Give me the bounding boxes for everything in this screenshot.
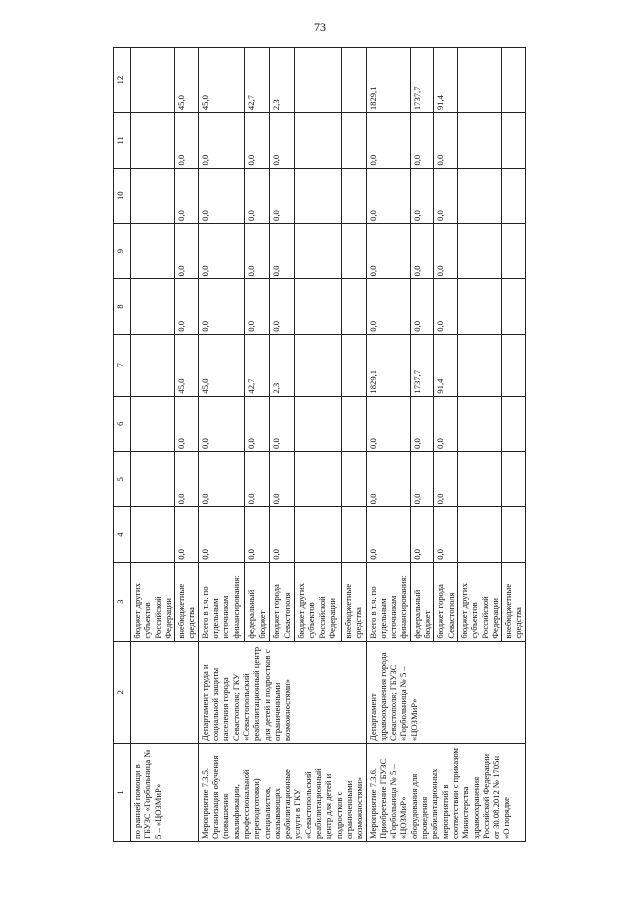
value-cell [295, 507, 342, 562]
value-cell [502, 396, 526, 451]
column-number: 11 [114, 113, 131, 168]
value-cell [131, 507, 175, 562]
value-cell: 91,4 [434, 48, 458, 113]
funding-source: федеральный бюджет [245, 562, 270, 641]
value-cell [502, 168, 526, 223]
value-cell: 0,0 [198, 168, 245, 223]
value-cell [457, 168, 501, 223]
column-number: 4 [114, 507, 131, 562]
column-number: 2 [114, 641, 131, 743]
value-cell: 2,3 [270, 334, 295, 396]
value-cell: 45,0 [175, 48, 199, 113]
value-cell: 0,0 [410, 279, 434, 334]
value-cell [341, 396, 366, 451]
value-cell: 0,0 [434, 168, 458, 223]
value-cell [341, 451, 366, 506]
funding-table [113, 47, 526, 842]
column-number: 7 [114, 334, 131, 396]
value-cell: 0,0 [175, 396, 199, 451]
value-cell: 0,0 [245, 396, 270, 451]
value-cell: 42,7 [245, 48, 270, 113]
column-number: 10 [114, 168, 131, 223]
value-cell: 0,0 [434, 279, 458, 334]
value-cell: 0,0 [175, 279, 199, 334]
value-cell: 0,0 [175, 451, 199, 506]
value-cell: 0,0 [198, 396, 245, 451]
funding-source: бюджет других субъектов Российской Федерации [457, 562, 501, 641]
value-cell [502, 507, 526, 562]
table-body [114, 48, 526, 842]
table-row [131, 48, 175, 842]
funding-source: внебюджетные средства [502, 562, 526, 641]
value-cell: 0,0 [245, 507, 270, 562]
value-cell [502, 223, 526, 278]
executor [131, 641, 199, 743]
value-cell: 0,0 [410, 507, 434, 562]
funding-source: Всего в т.ч. по отдельным источникам финансирования: [198, 562, 245, 641]
value-cell [341, 507, 366, 562]
value-cell: 0,0 [434, 113, 458, 168]
value-cell [341, 223, 366, 278]
value-cell [502, 334, 526, 396]
funding-source: внебюджетные средства [341, 562, 366, 641]
value-cell [131, 48, 175, 113]
value-cell [295, 48, 342, 113]
value-cell [131, 223, 175, 278]
value-cell: 0,0 [366, 507, 410, 562]
value-cell: 0,0 [175, 168, 199, 223]
value-cell: 0,0 [270, 507, 295, 562]
value-cell: 91,4 [434, 334, 458, 396]
value-cell: 0,0 [198, 223, 245, 278]
value-cell [131, 396, 175, 451]
funding-source: бюджет города Севастополя [270, 562, 295, 641]
rotated-table-container [113, 47, 640, 839]
value-cell: 0,0 [198, 279, 245, 334]
value-cell [457, 451, 501, 506]
value-cell [341, 48, 366, 113]
value-cell: 0,0 [410, 113, 434, 168]
value-cell [341, 113, 366, 168]
value-cell: 0,0 [434, 223, 458, 278]
value-cell: 1829,1 [366, 48, 410, 113]
measure-name: Мероприятие 7.3.5. Организация обучения (повышения квалификации, профессиональной переподготовки) специалистов, оказывающих реабилитационные услуги в ГКУ «Севастопольский реабилитационный центр для детей и подростков с ограниченными возможностями» [198, 743, 366, 841]
value-cell [341, 279, 366, 334]
measure-name: по ранней помощи в ГБУЗС «Горбольница № 5 – «ЦОЗМиР» [131, 743, 199, 841]
value-cell: 1829,1 [366, 334, 410, 396]
value-cell [502, 113, 526, 168]
funding-source: бюджет других субъектов Российской Федерации [131, 562, 175, 641]
value-cell: 0,0 [270, 168, 295, 223]
value-cell [131, 113, 175, 168]
value-cell: 45,0 [175, 334, 199, 396]
value-cell: 0,0 [198, 113, 245, 168]
value-cell [131, 279, 175, 334]
value-cell [457, 507, 501, 562]
value-cell: 0,0 [366, 113, 410, 168]
value-cell [502, 451, 526, 506]
value-cell: 0,0 [270, 279, 295, 334]
value-cell [295, 451, 342, 506]
value-cell: 0,0 [366, 279, 410, 334]
value-cell [295, 334, 342, 396]
executor: Департамент здравоохранения города Севастополя; ГБУЗС «Горбольница № 5 – «ЦОЗМиР» [366, 641, 525, 743]
value-cell [457, 396, 501, 451]
value-cell: 0,0 [175, 223, 199, 278]
value-cell: 0,0 [410, 396, 434, 451]
value-cell: 42,7 [245, 334, 270, 396]
value-cell: 0,0 [175, 507, 199, 562]
funding-source: федеральный бюджет [410, 562, 434, 641]
value-cell: 0,0 [366, 396, 410, 451]
value-cell: 0,0 [245, 113, 270, 168]
value-cell: 0,0 [366, 223, 410, 278]
value-cell: 0,0 [410, 223, 434, 278]
value-cell: 0,0 [245, 451, 270, 506]
value-cell [295, 279, 342, 334]
funding-source: внебюджетные средства [175, 562, 199, 641]
table-row [366, 48, 410, 842]
value-cell: 0,0 [198, 507, 245, 562]
column-number: 8 [114, 279, 131, 334]
value-cell [295, 223, 342, 278]
value-cell: 1737,7 [410, 48, 434, 113]
column-number: 3 [114, 562, 131, 641]
measure-name: Мероприятие 7.3.6. Приобретение ГБУЗС «Горбольница № 5 – «ЦОЗМиР» оборудования для проведения реабилитационных мероприятий в соответствии с приказом Министерства здравоохранения Российской Федерации от 30.08.2012 № 1705н «О порядке [366, 743, 525, 841]
value-cell [457, 48, 501, 113]
value-cell: 0,0 [270, 451, 295, 506]
value-cell: 0,0 [245, 279, 270, 334]
value-cell: 45,0 [198, 48, 245, 113]
value-cell [457, 113, 501, 168]
value-cell: 0,0 [434, 451, 458, 506]
funding-source: бюджет города Севастополя [434, 562, 458, 641]
value-cell: 2,3 [270, 48, 295, 113]
value-cell: 1737,7 [410, 334, 434, 396]
value-cell: 0,0 [366, 451, 410, 506]
value-cell: 0,0 [270, 223, 295, 278]
value-cell: 0,0 [366, 168, 410, 223]
value-cell [131, 168, 175, 223]
value-cell [131, 334, 175, 396]
value-cell: 0,0 [434, 507, 458, 562]
value-cell [295, 113, 342, 168]
value-cell [131, 451, 175, 506]
executor: Департамент труда и социальной защиты населения города Севастополя; ГКУ «Севастопольский реабилитационный центр для детей и подростков с ограниченными возможностями» [198, 641, 366, 743]
value-cell: 0,0 [270, 113, 295, 168]
column-number-row [114, 48, 131, 842]
value-cell: 0,0 [434, 396, 458, 451]
funding-source: бюджет других субъектов Российской Федерации [295, 562, 342, 641]
value-cell: 0,0 [198, 451, 245, 506]
funding-source: Всего в т.ч. по отдельным источникам финансирования: [366, 562, 410, 641]
table-rotation-frame [113, 47, 535, 842]
value-cell: 0,0 [270, 396, 295, 451]
value-cell [341, 334, 366, 396]
column-number: 1 [114, 743, 131, 841]
value-cell: 0,0 [245, 223, 270, 278]
page-number: 73 [314, 20, 326, 34]
value-cell: 0,0 [175, 113, 199, 168]
table-row [198, 48, 245, 842]
column-number: 12 [114, 48, 131, 113]
value-cell [295, 396, 342, 451]
value-cell [295, 168, 342, 223]
column-number: 6 [114, 396, 131, 451]
value-cell [502, 48, 526, 113]
column-number: 9 [114, 223, 131, 278]
value-cell: 45,0 [198, 334, 245, 396]
value-cell [341, 168, 366, 223]
value-cell [457, 223, 501, 278]
value-cell: 0,0 [245, 168, 270, 223]
value-cell [502, 279, 526, 334]
value-cell: 0,0 [410, 451, 434, 506]
column-number: 5 [114, 451, 131, 506]
value-cell [457, 334, 501, 396]
value-cell [457, 279, 501, 334]
value-cell: 0,0 [410, 168, 434, 223]
